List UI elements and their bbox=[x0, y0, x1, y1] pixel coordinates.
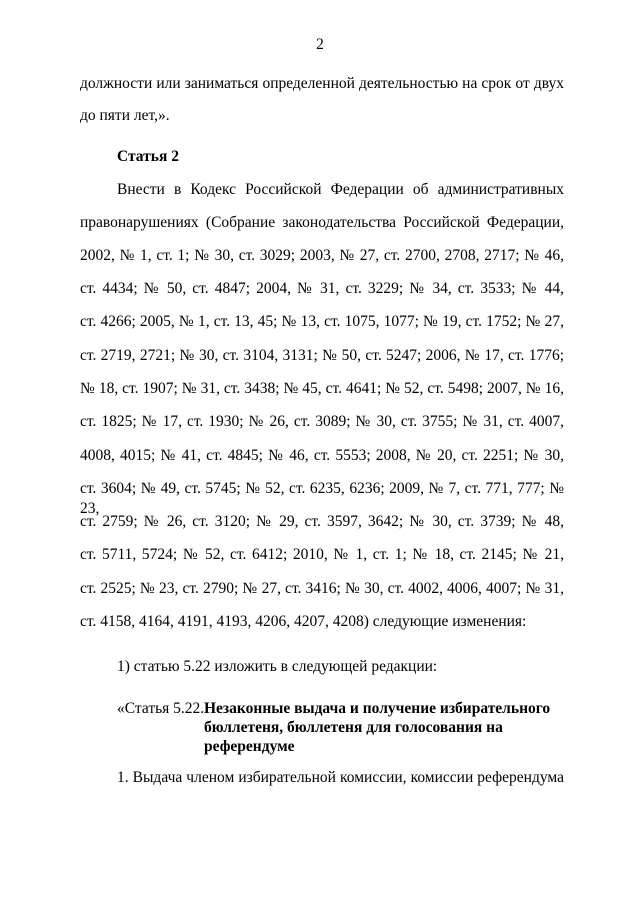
text-line: ст. 5711, 5724; № 52, ст. 6412; 2010, № 1, ст. 1; № 18, ст. 2145; № 21, bbox=[80, 546, 564, 563]
text-line: до пяти лет,». bbox=[80, 107, 170, 124]
text-line: ст. 2525; № 23, ст. 2790; № 27, ст. 3416; № 30, ст. 4002, 4006, 4007; № 31, bbox=[80, 580, 564, 597]
article-title-line: референдуме bbox=[204, 738, 295, 755]
text-line: ст. 2759; № 26, ст. 3120; № 29, ст. 3597, 3642; № 30, ст. 3739; № 48, bbox=[80, 513, 564, 530]
article-number: «Статья 5.22. bbox=[117, 700, 205, 717]
text-line: ст. 3604; № 49, ст. 5745; № 52, ст. 6235, 6236; 2009, № 7, ст. 771, 777; № 23, bbox=[80, 480, 564, 517]
text-line: 1) статью 5.22 изложить в следующей редакции: bbox=[117, 658, 438, 675]
text-line: Внести в Кодекс Российской Федерации об административных bbox=[117, 181, 564, 198]
text-line: должности или заниматься определенной деятельностью на срок от двух bbox=[80, 75, 564, 92]
article-heading: Статья 2 bbox=[117, 148, 179, 165]
text-line: 2002, № 1, ст. 1; № 30, ст. 3029; 2003, № 27, ст. 2700, 2708, 2717; № 46, bbox=[80, 247, 564, 264]
text-line: ст. 4266; 2005, № 1, ст. 13, 45; № 13, ст. 1075, 1077; № 19, ст. 1752; № 27, bbox=[80, 313, 564, 330]
article-title-line: бюллетеня, бюллетеня для голосования на bbox=[204, 719, 503, 736]
article-title-line: Незаконные выдача и получение избирательного bbox=[204, 700, 551, 717]
text-line: 4008, 4015; № 41, ст. 4845; № 46, ст. 5553; 2008, № 20, ст. 2251; № 30, bbox=[80, 447, 564, 464]
page-number: 2 bbox=[316, 36, 324, 53]
text-line: правонарушениях (Собрание законодательства Российской Федерации, bbox=[80, 214, 564, 231]
text-line: ст. 1825; № 17, ст. 1930; № 26, ст. 3089; № 30, ст. 3755; № 31, ст. 4007, bbox=[80, 413, 564, 430]
text-line: ст. 2719, 2721; № 30, ст. 3104, 3131; № 50, ст. 5247; 2006, № 17, ст. 1776; bbox=[80, 347, 564, 364]
text-line: 1. Выдача членом избирательной комиссии, комиссии референдума bbox=[117, 769, 564, 786]
text-line: ст. 4158, 4164, 4191, 4193, 4206, 4207, 4208) следующие изменения: bbox=[80, 613, 527, 630]
article-title bbox=[204, 699, 564, 756]
text-line: № 18, ст. 1907; № 31, ст. 3438; № 45, ст. 4641; № 52, ст. 5498; 2007, № 16, bbox=[80, 380, 564, 397]
text-line: ст. 4434; № 50, ст. 4847; 2004, № 31, ст. 3229; № 34, ст. 3533; № 44, bbox=[80, 280, 564, 297]
